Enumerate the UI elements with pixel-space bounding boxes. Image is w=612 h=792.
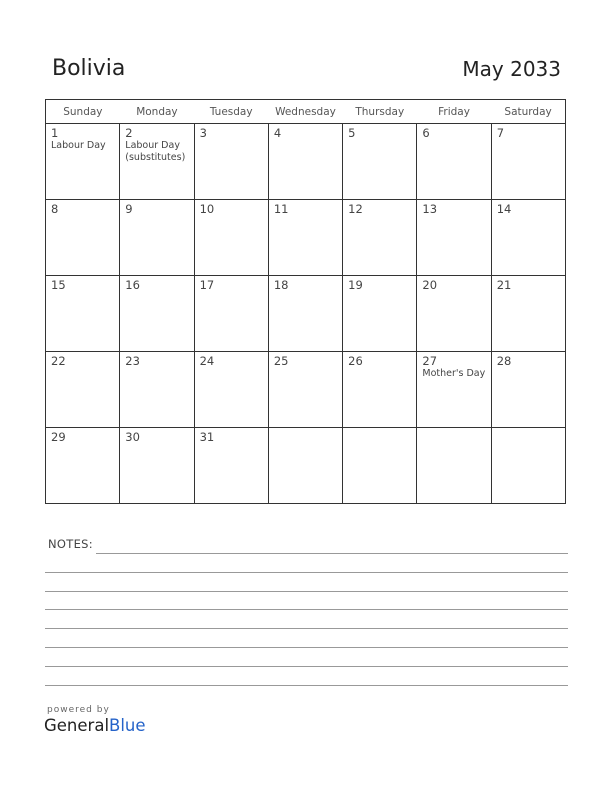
week-row: [46, 200, 566, 276]
day-cell: [46, 352, 120, 428]
day-number: 20: [422, 278, 438, 292]
day-number: 22: [51, 354, 66, 368]
calendar-grid: [45, 99, 566, 504]
day-cell: [120, 124, 194, 200]
day-number: 26: [348, 354, 363, 368]
holiday-label: Labour Day: [51, 140, 106, 151]
note-line: [45, 628, 568, 629]
day-cell: [491, 352, 565, 428]
day-number: 16: [125, 278, 140, 292]
day-cell: [417, 276, 491, 352]
day-cell: [491, 428, 565, 504]
day-number: 10: [199, 202, 215, 216]
day-number: 4: [273, 126, 282, 140]
day-cell: [417, 352, 491, 428]
holiday-label: Mother's Day: [422, 368, 486, 379]
day-cell: [417, 124, 491, 200]
weekday-label: Wednesday: [268, 100, 342, 124]
day-cell: [194, 352, 268, 428]
powered-by-text: powered by: [47, 705, 110, 715]
day-cell: [120, 352, 194, 428]
day-number: 25: [273, 354, 289, 368]
day-cell: [268, 352, 342, 428]
day-cell: [491, 200, 565, 276]
day-number: 31: [199, 430, 215, 444]
day-number: 2: [125, 126, 133, 140]
day-number: 13: [422, 202, 438, 216]
weekday-label: Thursday: [343, 100, 417, 124]
day-number: 8: [51, 202, 59, 216]
day-number: 29: [51, 430, 66, 444]
day-cell: [46, 124, 120, 200]
day-cell: [120, 428, 194, 504]
day-cell: [120, 200, 194, 276]
note-line: [45, 647, 568, 648]
weekday-label: Friday: [417, 100, 491, 124]
day-number: 6: [422, 126, 430, 140]
note-line: [96, 553, 568, 554]
day-cell: [491, 276, 565, 352]
notes-label: NOTES:: [48, 537, 93, 551]
month-title: May 2033: [462, 57, 561, 81]
day-cell: [343, 124, 417, 200]
brand-name-blue: Blue: [109, 716, 146, 735]
day-number: 28: [496, 354, 512, 368]
day-cell: [417, 428, 491, 504]
day-number: 30: [125, 430, 140, 444]
day-number: 23: [125, 354, 140, 368]
week-row: [46, 124, 566, 200]
day-cell: [343, 428, 417, 504]
note-line: [45, 666, 568, 667]
day-cell: [491, 124, 565, 200]
note-line: [45, 609, 568, 610]
day-cell: [194, 276, 268, 352]
day-cell: [46, 200, 120, 276]
day-cell: [343, 276, 417, 352]
day-number: 18: [273, 278, 289, 292]
day-number: 7: [496, 126, 505, 140]
holiday-label: Labour Day (substitutes): [125, 140, 186, 163]
day-cell: [46, 428, 120, 504]
brand-name-general: General: [44, 716, 110, 735]
week-row: [46, 276, 566, 352]
day-number: 24: [199, 354, 215, 368]
week-row: [46, 352, 566, 428]
note-line: [45, 591, 568, 592]
day-number: 9: [125, 202, 133, 216]
day-number: 1: [51, 126, 59, 140]
day-cell: [46, 276, 120, 352]
note-line: [45, 572, 568, 573]
weekday-label: Saturday: [491, 100, 565, 124]
day-cell: [268, 276, 342, 352]
day-cell: [194, 124, 268, 200]
day-number: 12: [348, 202, 363, 216]
country-title: Bolivia: [52, 56, 126, 81]
day-cell: [268, 428, 342, 504]
day-cell: [417, 200, 491, 276]
day-number: 3: [199, 126, 207, 140]
day-cell: [194, 200, 268, 276]
weekday-header-row: [46, 100, 566, 124]
day-cell: [268, 124, 342, 200]
day-number: 11: [273, 202, 289, 216]
weekday-label: Monday: [120, 100, 194, 124]
note-line: [45, 685, 568, 686]
day-number: 17: [199, 278, 215, 292]
day-cell: [268, 200, 342, 276]
day-cell: [343, 200, 417, 276]
week-row: [46, 428, 566, 504]
day-cell: [194, 428, 268, 504]
day-number: 21: [496, 278, 512, 292]
day-number: 15: [51, 278, 66, 292]
weekday-label: Tuesday: [194, 100, 268, 124]
day-cell: [120, 276, 194, 352]
brand-logo: [44, 716, 146, 735]
day-number: 5: [348, 126, 356, 140]
day-cell: [343, 352, 417, 428]
weekday-label: Sunday: [46, 100, 120, 124]
day-number: 14: [496, 202, 512, 216]
day-number: 27: [422, 354, 438, 368]
day-number: 19: [348, 278, 363, 292]
